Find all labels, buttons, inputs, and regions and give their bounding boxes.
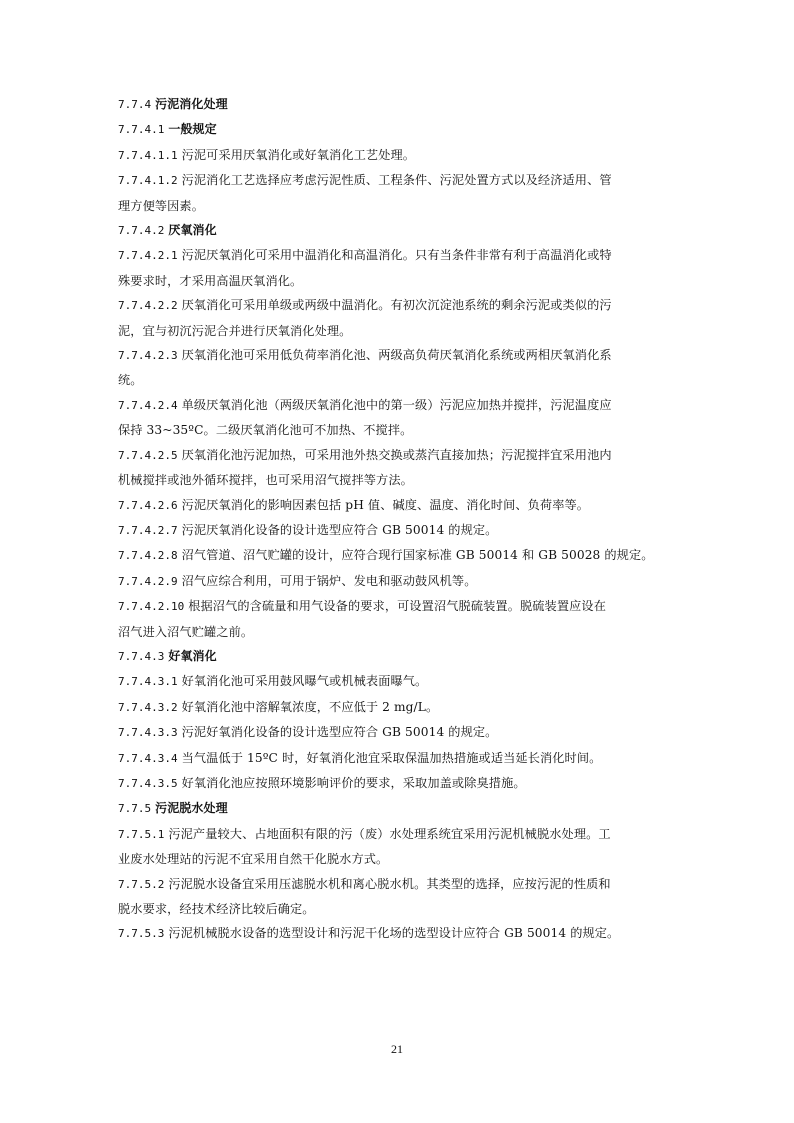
clause-number: 7.7.4.2.4 (118, 398, 178, 412)
clause-number: 7.7.4.2.8 (118, 549, 178, 563)
clause-text: 污泥机械脱水设备的选型设计和污泥干化场的选型设计应符合 GB 50014 的规定。 (168, 926, 620, 941)
clause-text: 污泥好氧消化设备的设计选型应符合 GB 50014 的规定。 (181, 725, 498, 740)
clause-number: 7.7.4.2.1 (118, 249, 178, 263)
clause-text: 机械搅拌或池外循环搅拌，也可采用沼气搅拌等方法。 (118, 473, 413, 488)
clause-first-line (118, 594, 678, 619)
clause-number: 7.7.4.2.5 (118, 448, 178, 462)
clause-first-line (118, 518, 678, 543)
section-heading (118, 796, 678, 821)
clause-number: 7.7.4.3.4 (118, 751, 178, 765)
clause-paragraph (118, 872, 678, 922)
clause-continuation-line (118, 194, 678, 218)
heading-line (118, 644, 678, 669)
clause-text: 业废水处理站的污泥不宜采用自然干化脱水方式。 (118, 852, 389, 867)
clause-text: 污泥消化工艺选择应考虑污泥性质、工程条件、污泥处置方式以及经济适用、管 (181, 173, 612, 188)
clause-continuation-line (118, 269, 678, 293)
clause-first-line (118, 746, 678, 771)
clause-paragraph (118, 343, 678, 393)
heading-line (118, 218, 678, 243)
clause-text: 当气温低于 15ºC 时，好氧消化池宜采取保温加热措施或适当延长消化时间。 (181, 750, 602, 765)
heading-line (118, 796, 678, 821)
clause-paragraph (118, 822, 678, 872)
clause-number: 7.7.4.1.1 (118, 148, 178, 162)
clause-text: 殊要求时，才采用高温厌氧消化。 (118, 273, 303, 288)
clause-text: 污泥可采用厌氧消化或好氧消化工艺处理。 (181, 147, 416, 162)
section-heading (118, 92, 678, 117)
document-body (118, 92, 678, 947)
clause-text: 污泥厌氧消化的影响因素包括 pH 值、碱度、温度、消化时间、负荷率等。 (181, 497, 590, 512)
clause-number: 7.7.4.3.5 (118, 776, 178, 790)
clause-first-line (118, 493, 678, 518)
clause-number: 7.7.4.2.3 (118, 349, 178, 363)
heading-line (118, 92, 678, 117)
clause-paragraph (118, 771, 678, 796)
clause-paragraph (118, 720, 678, 745)
clause-first-line (118, 143, 678, 168)
clause-text: 好氧消化池可采用鼓风曝气或机械表面曝气。 (181, 674, 428, 689)
clause-paragraph (118, 746, 678, 771)
clause-text: 根据沼气的含硫量和用气设备的要求，可设置沼气脱硫装置。脱硫装置应设在 (188, 599, 606, 614)
clause-number: 7.7.4.2.2 (118, 299, 178, 313)
clause-paragraph (118, 695, 678, 720)
clause-number: 7.7.4.2.7 (118, 523, 178, 537)
clause-paragraph (118, 143, 678, 168)
clause-text: 污泥脱水设备宜采用压滤脱水机和离心脱水机。其类型的选择，应按污泥的性质和 (168, 876, 611, 891)
clause-number: 7.7.4.3.3 (118, 726, 178, 740)
clause-first-line (118, 243, 678, 268)
clause-text: 厌氧消化池可采用低负荷率消化池、两级高负荷厌氧消化系统或两相厌氧消化系 (181, 348, 612, 363)
section-title: 污泥消化处理 (155, 97, 228, 111)
section-number: 7.7.4.1 (118, 123, 165, 137)
clause-number: 7.7.4.3.2 (118, 700, 178, 714)
clause-first-line (118, 822, 678, 847)
clause-paragraph (118, 493, 678, 518)
clause-number: 7.7.5.2 (118, 877, 165, 891)
clause-continuation-line (118, 468, 678, 492)
clause-text: 污泥产量较大、占地面积有限的污（废）水处理系统宜采用污泥机械脱水处理。工 (168, 826, 611, 841)
clause-first-line (118, 921, 678, 946)
section-title: 厌氧消化 (168, 223, 217, 238)
clause-text: 污泥厌氧消化设备的设计选型应符合 GB 50014 的规定。 (181, 522, 498, 537)
clause-first-line (118, 771, 678, 796)
clause-continuation-line (118, 620, 678, 644)
heading-line (118, 117, 678, 142)
clause-continuation-line (118, 368, 678, 392)
clause-continuation-line (118, 897, 678, 921)
clause-text: 好氧消化池应按照环境影响评价的要求，采取加盖或除臭措施。 (181, 775, 526, 790)
section-heading (118, 218, 678, 243)
clause-number: 7.7.4.2.10 (118, 600, 185, 614)
clause-first-line (118, 695, 678, 720)
clause-text: 泥，宜与初沉污泥合并进行厌氧消化处理。 (118, 323, 352, 338)
clause-text: 厌氧消化池污泥加热，可采用池外热交换或蒸汽直接加热；污泥搅拌宜采用池内 (181, 447, 612, 462)
clause-paragraph (118, 543, 678, 568)
section-number: 7.7.4.3 (118, 649, 165, 663)
clause-paragraph (118, 669, 678, 694)
section-number: 7.7.4.2 (118, 224, 165, 238)
clause-text: 沼气管道、沼气贮罐的设计，应符合现行国家标准 GB 50014 和 GB 50028 的规定。 (181, 548, 654, 563)
section-title: 好氧消化 (168, 648, 217, 663)
section-number: 7.7.5 (118, 802, 152, 816)
section-number: 7.7.4 (118, 98, 152, 111)
clause-paragraph (118, 594, 678, 644)
clause-first-line (118, 168, 678, 193)
clause-number: 7.7.5.1 (118, 827, 165, 841)
clause-first-line (118, 872, 678, 897)
clause-first-line (118, 569, 678, 594)
clause-text: 沼气应综合利用，可用于锅炉、发电和驱动鼓风机等。 (181, 573, 477, 588)
clause-paragraph (118, 518, 678, 543)
clause-text: 脱水要求，经技术经济比较后确定。 (118, 902, 315, 916)
clause-continuation-line (118, 847, 678, 871)
clause-paragraph (118, 293, 678, 343)
page-number: 21 (391, 1042, 403, 1056)
clause-first-line (118, 343, 678, 368)
section-title: 污泥脱水处理 (155, 801, 228, 816)
clause-continuation-line (118, 418, 678, 442)
clause-text: 统。 (118, 373, 143, 388)
clause-text: 理方便等因素。 (118, 198, 205, 213)
clause-first-line (118, 669, 678, 694)
clause-text: 保持 33~35ºC。二级厌氧消化池可不加热、不搅拌。 (118, 423, 413, 438)
clause-first-line (118, 543, 678, 568)
clause-first-line (118, 443, 678, 468)
clause-continuation-line (118, 319, 678, 343)
clause-number: 7.7.4.3.1 (118, 675, 178, 689)
clause-text: 好氧消化池中溶解氧浓度，不应低于 2 mg/L。 (181, 699, 439, 714)
clause-first-line (118, 293, 678, 318)
clause-text: 污泥厌氧消化可采用中温消化和高温消化。只有当条件非常有利于高温消化或特 (181, 248, 612, 263)
clause-paragraph (118, 393, 678, 443)
clause-text: 厌氧消化可采用单级或两级中温消化。有初次沉淀池系统的剩余污泥或类似的污 (181, 298, 612, 313)
clause-paragraph (118, 443, 678, 493)
section-heading (118, 117, 678, 142)
section-heading (118, 644, 678, 669)
clause-paragraph (118, 168, 678, 218)
clause-first-line (118, 393, 678, 418)
section-title: 一般规定 (168, 122, 217, 137)
clause-paragraph (118, 243, 678, 293)
clause-text: 沼气进入沼气贮罐之前。 (118, 624, 254, 639)
clause-paragraph (118, 921, 678, 946)
clause-number: 7.7.4.1.2 (118, 174, 178, 188)
clause-number: 7.7.4.2.6 (118, 498, 178, 512)
clause-number: 7.7.5.3 (118, 927, 165, 941)
clause-first-line (118, 720, 678, 745)
clause-paragraph (118, 569, 678, 594)
clause-number: 7.7.4.2.9 (118, 574, 178, 588)
clause-text: 单级厌氧消化池（两级厌氧消化池中的第一级）污泥应加热并搅拌，污泥温度应 (181, 397, 612, 412)
